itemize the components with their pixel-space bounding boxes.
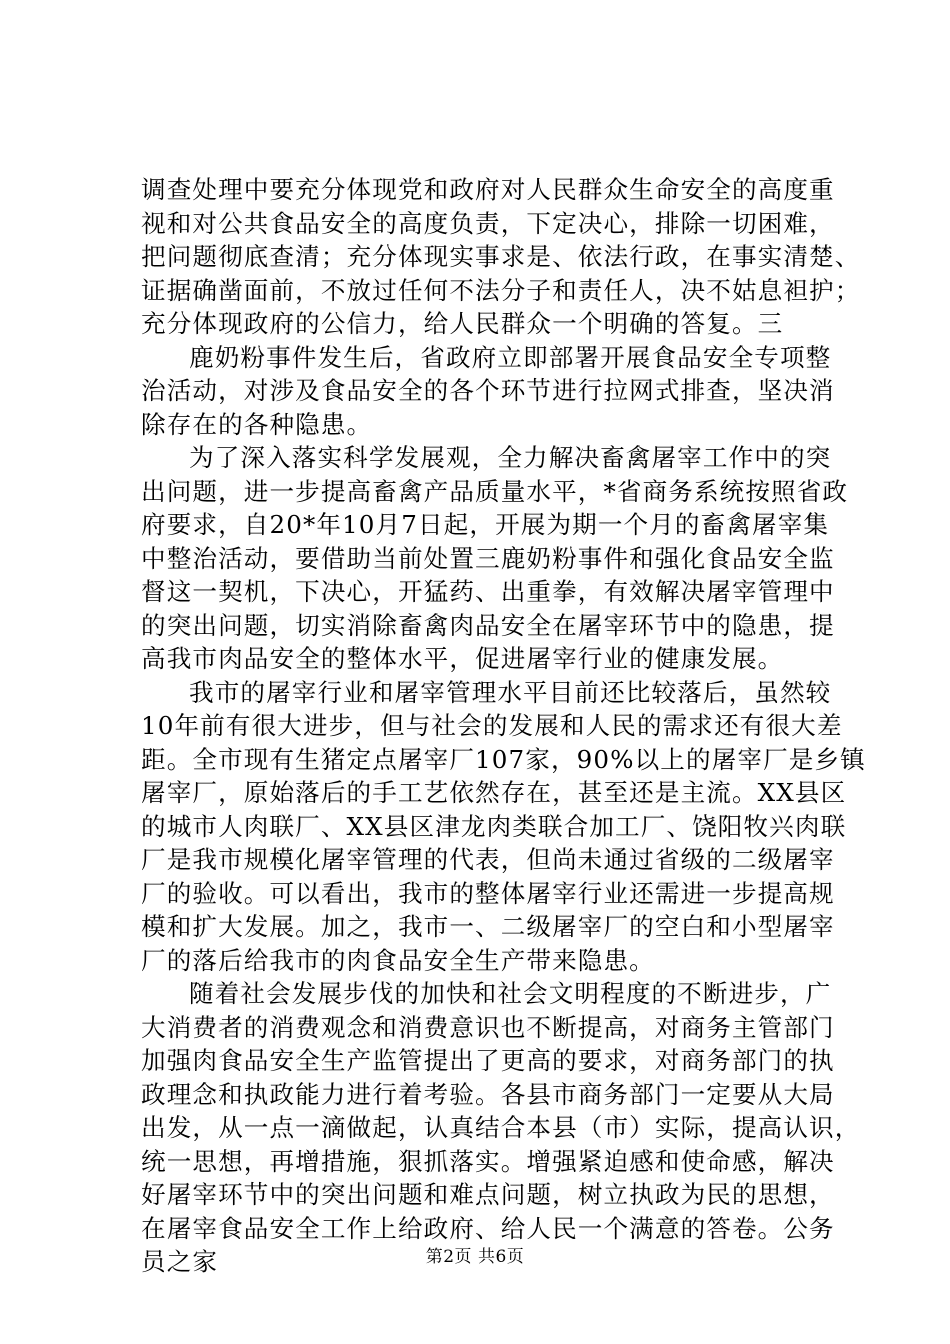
paragraph-line: 调查处理中要充分体现党和政府对人民群众生命安全的高度重 <box>141 175 835 204</box>
paragraph-line: 证据确凿面前，不放过任何不法分子和责任人，决不姑息袒护； <box>141 275 861 305</box>
paragraph-line: 随着社会发展步伐的加快和社会文明程度的不断进步，广 <box>189 979 832 1008</box>
paragraph-line: 除存在的各种隐患。 <box>141 409 373 439</box>
paragraph-line: 员之家 <box>141 1247 219 1276</box>
paragraph-line: 屠宰厂，原始落后的手工艺依然存在，甚至还是主流。XX县区 <box>141 778 847 807</box>
paragraph-line: 我市的屠宰行业和屠宰管理水平目前还比较落后，虽然较 <box>189 677 832 707</box>
paragraph-line: 模和扩大发展。加之，我市一、二级屠宰厂的空白和小型屠宰 <box>141 912 835 941</box>
paragraph-line: 出问题，进一步提高畜禽产品质量水平，*省商务系统按照省政 <box>141 476 849 506</box>
paragraph-line: 厂的验收。可以看出，我市的整体屠宰行业还需进一步提高规 <box>141 878 835 908</box>
paragraph-line: 加强肉食品安全生产监管提出了更高的要求，对商务部门的执 <box>141 1046 835 1075</box>
paragraph-line: 厂的落后给我市的肉食品安全生产带来隐患。 <box>141 945 655 975</box>
paragraph-line: 政理念和执政能力进行着考验。各县市商务部门一定要从大局 <box>141 1079 835 1109</box>
paragraph-line: 为了深入落实科学发展观，全力解决畜禽屠宰工作中的突 <box>189 443 832 472</box>
paragraph-line: 统一思想，再增措施，狠抓落实。增强紧迫感和使命感，解决 <box>141 1146 835 1176</box>
paragraph-line: 在屠宰食品安全工作上给政府、给人民一个满意的答卷。公务 <box>141 1213 835 1243</box>
paragraph-line: 的突出问题，切实消除畜禽肉品安全在屠宰环节中的隐患，提 <box>141 610 835 640</box>
paragraph-line: 治活动，对涉及食品安全的各个环节进行拉网式排查，坚决消 <box>141 376 835 405</box>
paragraph-line: 中整治活动，要借助当前处置三鹿奶粉事件和强化食品安全监 <box>141 543 835 573</box>
paragraph-line: 视和对公共食品安全的高度负责，下定决心，排除一切困难， <box>141 208 835 238</box>
paragraph-line: 10年前有很大进步，但与社会的发展和人民的需求还有很大差 <box>141 711 843 740</box>
paragraph-line: 出发，从一点一滴做起，认真结合本县（市）实际，提高认识， <box>141 1113 861 1142</box>
paragraph-line: 高我市肉品安全的整体水平，促进屠宰行业的健康发展。 <box>141 644 784 673</box>
paragraph-line: 督这一契机，下决心，开猛药、出重拳，有效解决屠宰管理中 <box>141 577 835 606</box>
paragraph-line: 厂是我市规模化屠宰管理的代表，但尚未通过省级的二级屠宰 <box>141 845 835 874</box>
paragraph-line: 大消费者的消费观念和消费意识也不断提高，对商务主管部门 <box>141 1012 835 1042</box>
paragraph-line: 府要求，自20*年10月7日起，开展为期一个月的畜禽屠宰集 <box>141 510 830 539</box>
document-body <box>141 173 866 1279</box>
paragraph-line: 把问题彻底查清；充分体现实事求是、依法行政，在事实清楚、 <box>141 242 861 271</box>
paragraph-line: 的城市人肉联厂、XX县区津龙肉类联合加工厂、饶阳牧兴肉联 <box>141 811 847 841</box>
paragraph-line: 充分体现政府的公信力，给人民群众一个明确的答复。三 <box>141 309 784 338</box>
paragraph-line: 好屠宰环节中的突出问题和难点问题，树立执政为民的思想， <box>141 1180 835 1209</box>
paragraph-line: 距。全市现有生猪定点屠宰厂107家，90%以上的屠宰厂是乡镇 <box>141 744 866 774</box>
paragraph-line: 鹿奶粉事件发生后，省政府立即部署开展食品安全专项整 <box>189 342 832 372</box>
page-footer: 第2页 共6页 <box>425 1247 525 1267</box>
